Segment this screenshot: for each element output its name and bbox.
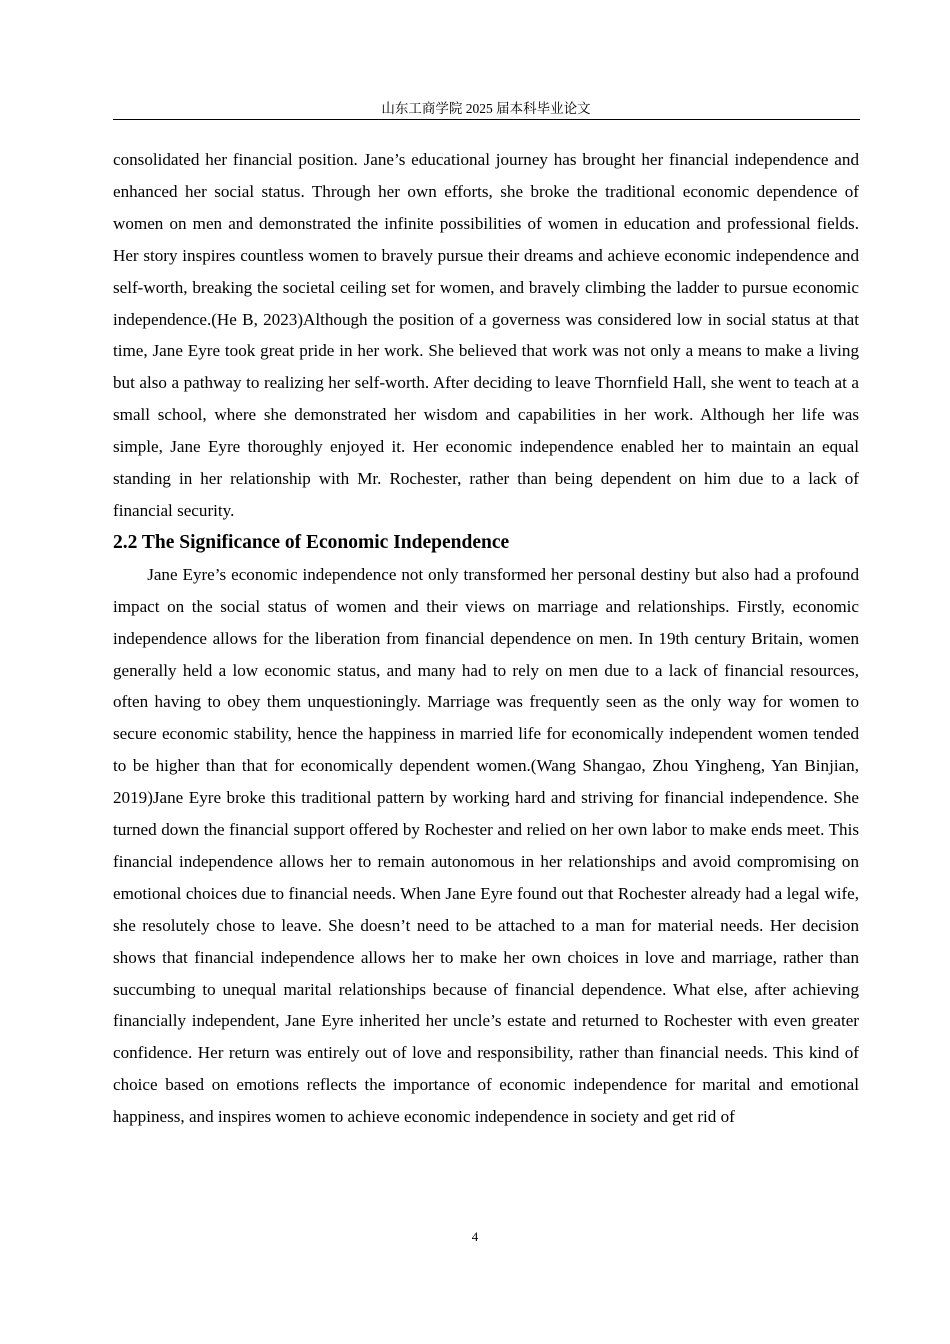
- running-header: 山东工商学院 2025 届本科毕业论文: [381, 101, 591, 116]
- page-number: 4: [471, 1229, 479, 1244]
- header-rule: [113, 119, 860, 120]
- body-text: [113, 144, 859, 1133]
- section-heading: 2.2 The Significance of Economic Independence: [113, 531, 510, 553]
- paragraph-continued: consolidated her financial position. Jane’s educational journey has brought her financial independence and enhanced her social status. Through her own efforts, she broke the traditional economic dependence of women on men and demonstrated the infinite possibilities of women in education and professional fields. Her story inspires countless women to bravely pursue their dreams and achieve economic independence and self-worth, breaking the societal ceiling set for women, and bravely climbing the ladder to pursue economic independence.(He B, 2023)Although the position of a governess was considered low in social status at that time, Jane Eyre took great pride in her work. She believed that work was not only a means to make a living but also a pathway to realizing her self-worth. After deciding to leave Thornfield Hall, she went to teach at a small school, where she demonstrated her wisdom and capabilities in her work. Although her life was simple, Jane Eyre thoroughly enjoyed it. Her economic independence enabled her to maintain an equal standing in her relationship with Mr. Rochester, rather than being dependent on him due to a lack of financial security.: [113, 150, 859, 520]
- paragraph: Jane Eyre’s economic independence not only transformed her personal destiny but also had a profound impact on the social status of women and their views on marriage and relationships. Firstly, economic independence allows for the liberation from financial dependence on men. In 19th century Britain, women generally held a low economic status, and many had to rely on men due to a lack of financial resources, often having to obey them unquestioningly. Marriage was frequently seen as the only way for women to secure economic stability, hence the happiness in married life for economically independent women tended to be higher than that for economically dependent women.(Wang Shangao, Zhou Yingheng, Yan Binjian, 2019)Jane Eyre broke this traditional pattern by working hard and striving for financial independence. She turned down the financial support offered by Rochester and relied on her own labor to make ends meet. This financial independence allows her to remain autonomous in her relationships and avoid compromising on emotional choices due to financial needs. When Jane Eyre found out that Rochester already had a legal wife, she resolutely chose to leave. She doesn’t need to be attached to a man for material needs. Her decision shows that financial independence allows her to make her own choices in love and marriage, rather than succumbing to unequal marital relationships because of financial dependence. What else, after achieving financially independent, Jane Eyre inherited her uncle’s estate and returned to Rochester with even greater confidence. Her return was entirely out of love and responsibility, rather than financial needs. This kind of choice based on emotions reflects the importance of economic independence for marital and emotional happiness, and inspires women to achieve economic independence in society and get rid of: [113, 564, 859, 1127]
